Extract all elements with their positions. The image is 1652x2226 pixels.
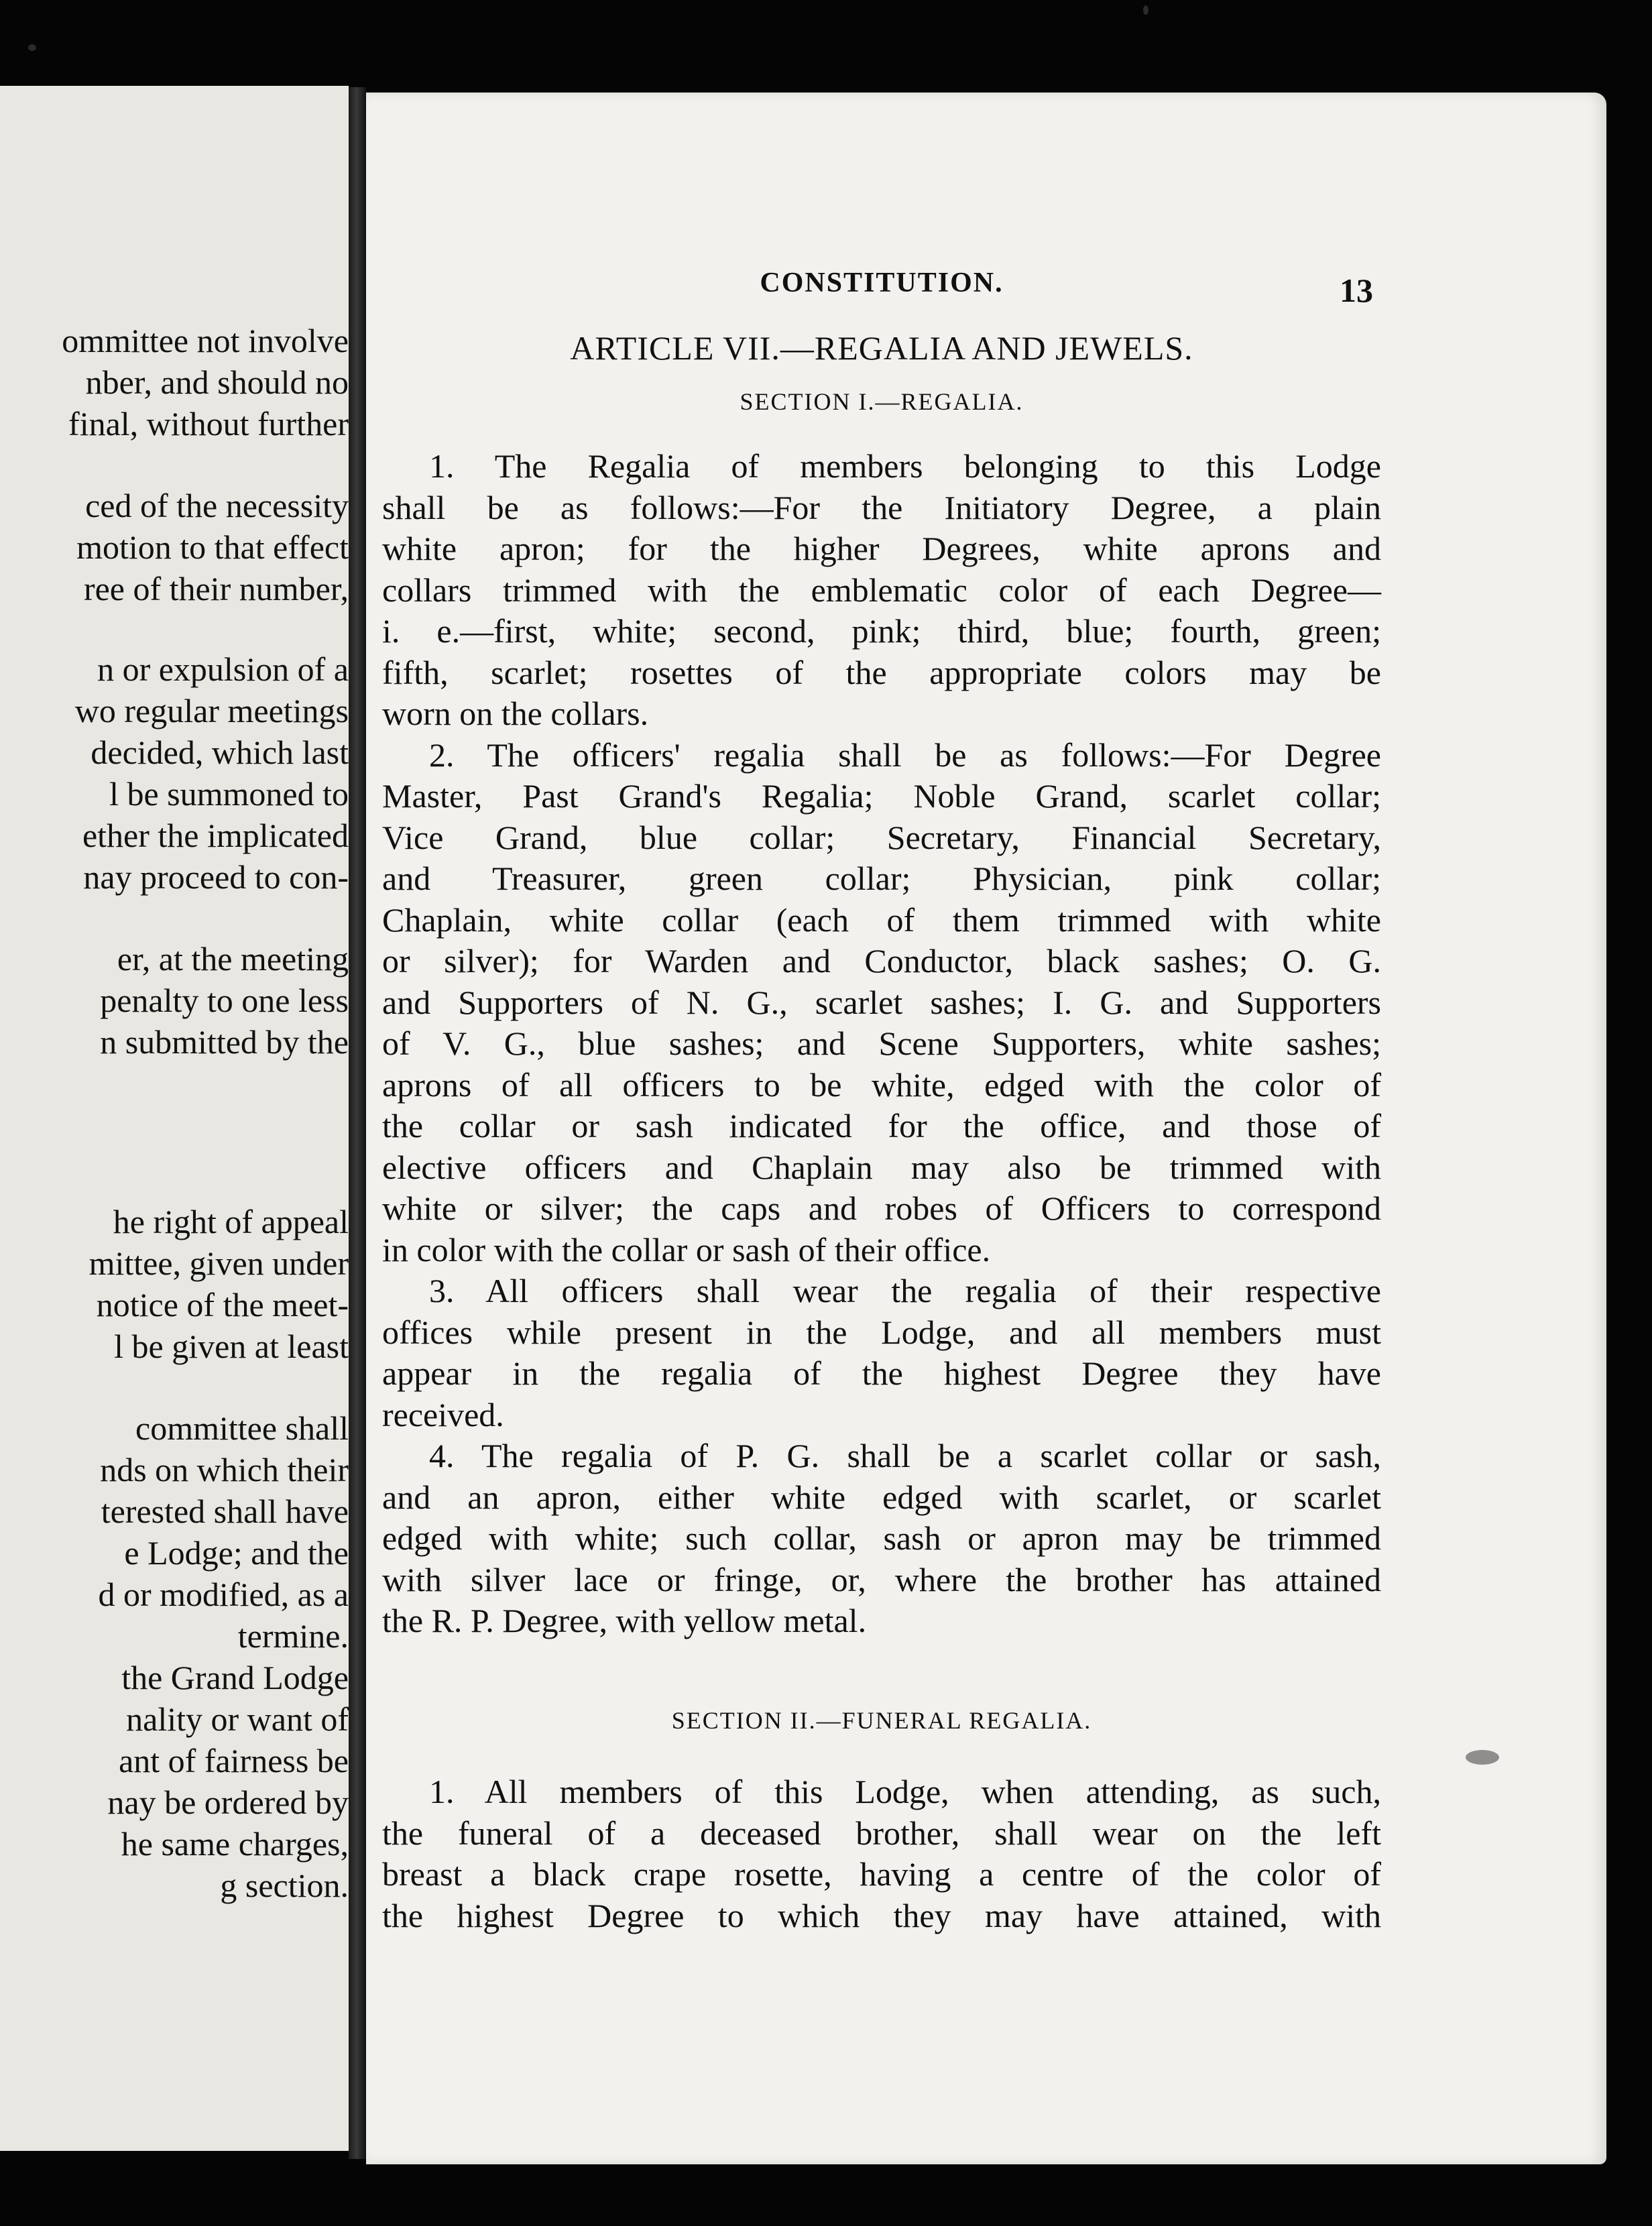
text-line: or silver); for Warden and Conductor, black sashes; O. G. (382, 942, 1381, 980)
text-line: the highest Degree to which they may have attained, with (382, 1896, 1381, 1934)
left-page-line: ced of the necessity (85, 487, 349, 524)
text-line: and Treasurer, green collar; Physician, pink collar; (382, 860, 1381, 897)
left-page-line: final, without further (68, 405, 349, 443)
left-page-line: e Lodge; and the (124, 1534, 349, 1572)
text-line: and an apron, either white edged with scarlet, or scarlet (382, 1478, 1381, 1516)
scan-speck (1143, 5, 1148, 15)
left-page-line: l be summoned to (109, 775, 349, 813)
text-line: the funeral of a deceased brother, shall wear on the left (382, 1814, 1381, 1852)
text-line: appear in the regalia of the highest Degree they have (382, 1354, 1381, 1392)
left-page-line: committee shall (135, 1409, 349, 1447)
left-page-line: ommittee not involve (62, 322, 349, 359)
text-line: white apron; for the higher Degrees, white aprons and (382, 530, 1381, 567)
text-line: Master, Past Grand's Regalia; Noble Grand, scarlet collar; (382, 777, 1381, 815)
text-line: shall be as follows:—For the Initiatory Degree, a plain (382, 488, 1381, 526)
left-page-line: penalty to one less (100, 982, 349, 1019)
running-head: CONSTITUTION. (760, 268, 1004, 298)
left-page-line: nds on which their (100, 1451, 349, 1488)
left-page-line: the Grand Lodge (121, 1659, 349, 1696)
scan-speck (28, 44, 36, 51)
left-page-line: nay proceed to con- (83, 858, 349, 896)
text-line: with silver lace or fringe, or, where the brother has attained (382, 1560, 1381, 1598)
left-page-line: n submitted by the (100, 1023, 349, 1061)
text-line: fifth, scarlet; rosettes of the appropriate colors may be (382, 653, 1381, 691)
left-page-line: mittee, given under (88, 1244, 349, 1282)
text-line: white or silver; the caps and robes of Officers to correspond (382, 1189, 1381, 1227)
scan-speck (1466, 1750, 1499, 1765)
text-line: in color with the collar or sash of their office. (382, 1230, 991, 1269)
page-number: 13 (1340, 272, 1373, 309)
text-line: the R. P. Degree, with yellow metal. (382, 1602, 867, 1639)
left-page-line: motion to that effect (76, 528, 349, 566)
left-page-line: nber, and should no (85, 363, 349, 401)
text-line: Vice Grand, blue collar; Secretary, Financial Secretary, (382, 818, 1381, 856)
article-title: ARTICLE VII.—REGALIA AND JEWELS. (570, 329, 1193, 367)
left-page-line: er, at the meeting (117, 940, 349, 978)
text-line: i. e.—first, white; second, pink; third, blue; fourth, green; (382, 612, 1381, 650)
text-line: 1. The Regalia of members belonging to this Lodge (429, 447, 1381, 485)
text-line: 1. All members of this Lodge, when attending, as such, (429, 1773, 1381, 1810)
left-page-line: ant of fairness be (119, 1742, 349, 1779)
section-2-title: SECTION II.—FUNERAL REGALIA. (671, 1707, 1092, 1734)
text-line: the collar or sash indicated for the office, and those of (382, 1107, 1381, 1145)
text-line: and Supporters of N. G., scarlet sashes; I. G. and Supporters (382, 983, 1381, 1021)
left-page-line: he same charges, (121, 1825, 349, 1863)
book-gutter (349, 87, 366, 2159)
left-page-line: ree of their number, (83, 570, 349, 607)
left-page-line: termine. (237, 1617, 349, 1655)
left-page-line: wo regular meetings (74, 692, 349, 729)
left-page-line: l be given at least (114, 1328, 349, 1365)
text-line: breast a black crape rosette, having a centre of the color of (382, 1855, 1381, 1893)
left-page-line: he right of appeal (113, 1203, 349, 1240)
left-page-line: d or modified, as a (98, 1576, 349, 1613)
text-line: received. (382, 1395, 504, 1433)
left-page-line: terested shall have (101, 1492, 349, 1530)
text-line: 4. The regalia of P. G. shall be a scarlet collar or sash, (429, 1437, 1381, 1474)
left-page-line: n or expulsion of a (97, 650, 349, 688)
text-line: worn on the collars. (382, 695, 649, 732)
text-line: 3. All officers shall wear the regalia of their respective (429, 1272, 1381, 1309)
text-line: offices while present in the Lodge, and all members must (382, 1313, 1381, 1351)
text-line: of V. G., blue sashes; and Scene Supporters, white sashes; (382, 1024, 1381, 1062)
left-page-line: decided, which last (91, 734, 349, 771)
left-page-line: notice of the meet- (96, 1286, 349, 1324)
left-page-line: g section. (220, 1867, 349, 1904)
text-line: collars trimmed with the emblematic color of each Degree— (382, 571, 1381, 609)
text-line: 2. The officers' regalia shall be as follows:—For Degree (429, 736, 1381, 774)
text-line: Chaplain, white collar (each of them trimmed with white (382, 900, 1381, 939)
left-page-line: nality or want of (126, 1700, 349, 1738)
text-line: elective officers and Chaplain may also be trimmed with (382, 1148, 1381, 1186)
section-1-title: SECTION I.—REGALIA. (740, 388, 1024, 415)
text-line: edged with white; such collar, sash or apron may be trimmed (382, 1519, 1381, 1557)
left-page-line: ether the implicated (82, 817, 349, 854)
left-page-line: nay be ordered by (107, 1783, 349, 1821)
text-line: aprons of all officers to be white, edged with the color of (382, 1065, 1381, 1104)
